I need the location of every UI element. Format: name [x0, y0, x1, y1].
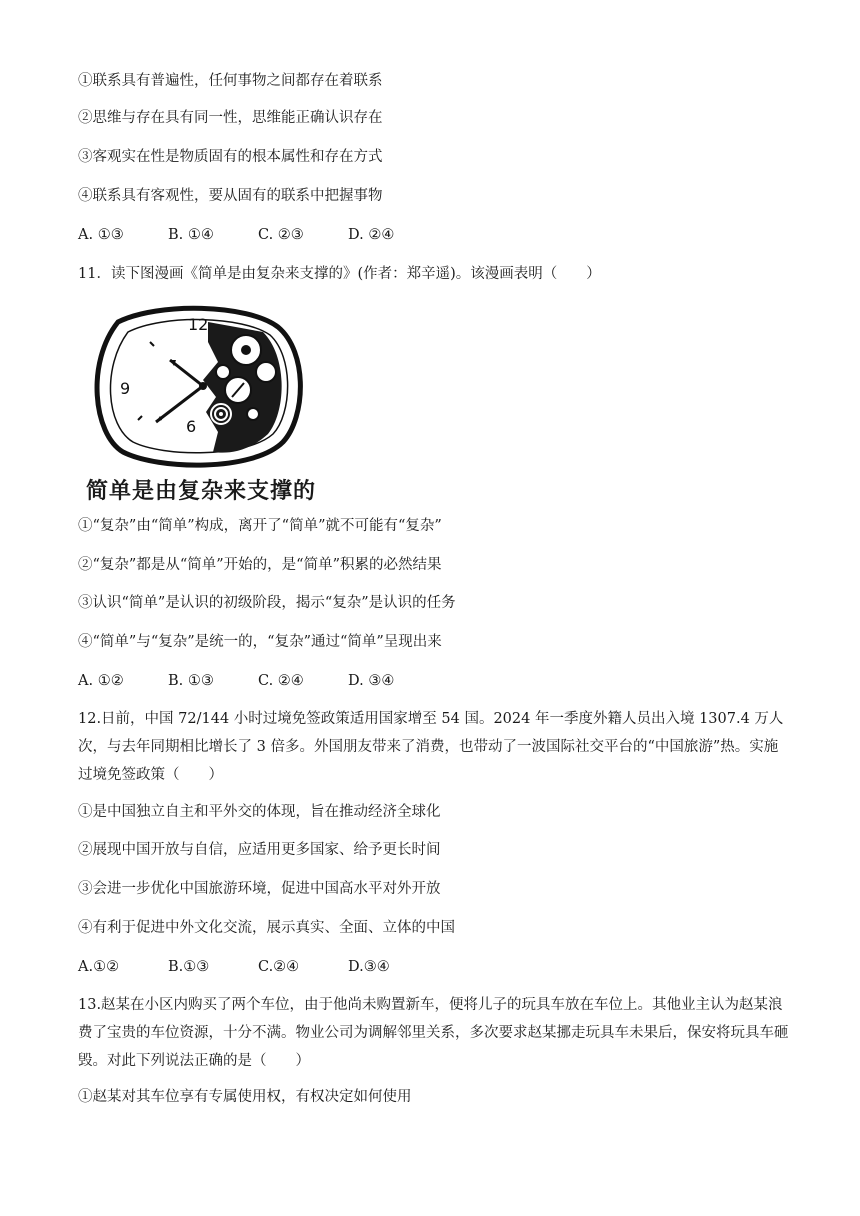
- q10-options: [78, 225, 438, 245]
- q11-cartoon: [78, 302, 328, 502]
- q12-option-a[interactable]: A.①②: [78, 959, 120, 975]
- svg-text:6: 6: [186, 417, 197, 436]
- q12-statement-3: ③会进一步优化中国旅游环境，促进中国高水平对外开放: [78, 881, 441, 897]
- q11-stem: 11．读下图漫画《简单是由复杂来支撑的》(作者：郑辛遥)。该漫画表明（ ）: [78, 266, 601, 282]
- q12-option-b[interactable]: B.①③: [168, 959, 210, 975]
- q10-statement-1: ①联系具有普遍性，任何事物之间都存在着联系: [78, 73, 383, 89]
- q11-statement-2: ②“复杂”都是从“简单”开始的，是“简单”积累的必然结果: [78, 557, 442, 573]
- q10-statement-2: ②思维与存在具有同一性，思维能正确认识存在: [78, 110, 383, 126]
- q12-option-d[interactable]: D.③④: [348, 959, 390, 975]
- q13-statement-1: ①赵某对其车位享有专属使用权，有权决定如何使用: [78, 1089, 412, 1105]
- q10-option-c[interactable]: C. ②③: [258, 227, 304, 243]
- q12-stem: 12.日前，中国 72/144 小时过境免签政策适用国家增至 54 国。2024 年一季度外籍人员出入境 1307.4 万人次，与去年同期相比增长了 3 倍多。外国朋友带来了消费，也带动了一波国际社交平台的“中国旅游”热。实施过境免签政策（ ）: [78, 711, 784, 783]
- q13-stem: 13.赵某在小区内购买了两个车位，由于他尚未购置新车，便将儿子的玩具车放在车位上。其他业主认为赵某浪费了宝贵的车位资源，十分不满。物业公司为调解邻里关系，多次要求赵某挪走玩具车未果后，保安将玩具车砸毁。对此下列说法正确的是（ ）: [78, 997, 789, 1069]
- q11-option-c[interactable]: C. ②④: [258, 673, 304, 689]
- q12-statement-2: ②展现中国开放与自信，应适用更多国家、给予更长时间: [78, 842, 441, 858]
- q11-statement-4: ④“简单”与“复杂”是统一的，“复杂”通过“简单”呈现出来: [78, 634, 442, 650]
- svg-text:9: 9: [120, 379, 131, 398]
- q10-option-b[interactable]: B. ①④: [168, 227, 214, 243]
- q12-options: [78, 957, 438, 977]
- q10-option-a[interactable]: A. ①③: [78, 227, 124, 243]
- q11-option-b[interactable]: B. ①③: [168, 673, 214, 689]
- q11-options: [78, 671, 438, 691]
- q11-option-d[interactable]: D. ③④: [348, 673, 395, 689]
- q11-statement-1: ①“复杂”由“简单”构成，离开了“简单”就不可能有“复杂”: [78, 518, 442, 534]
- q11-option-a[interactable]: A. ①②: [78, 673, 124, 689]
- q12-statement-1: ①是中国独立自主和平外交的体现，旨在推动经济全球化: [78, 804, 441, 820]
- clock-cartoon-icon: [78, 302, 328, 472]
- q10-statement-3: ③客观实在性是物质固有的根本属性和存在方式: [78, 149, 383, 165]
- cartoon-caption: 简单是由复杂来支撑的: [86, 479, 317, 504]
- q11-statement-3: ③认识“简单”是认识的初级阶段，揭示“复杂”是认识的任务: [78, 595, 456, 611]
- svg-text:12: 12: [188, 315, 209, 334]
- q10-option-d[interactable]: D. ②④: [348, 227, 395, 243]
- q12-statement-4: ④有利于促进中外文化交流，展示真实、全面、立体的中国: [78, 920, 455, 936]
- q10-statement-4: ④联系具有客观性，要从固有的联系中把握事物: [78, 188, 383, 204]
- q12-option-c[interactable]: C.②④: [258, 959, 300, 975]
